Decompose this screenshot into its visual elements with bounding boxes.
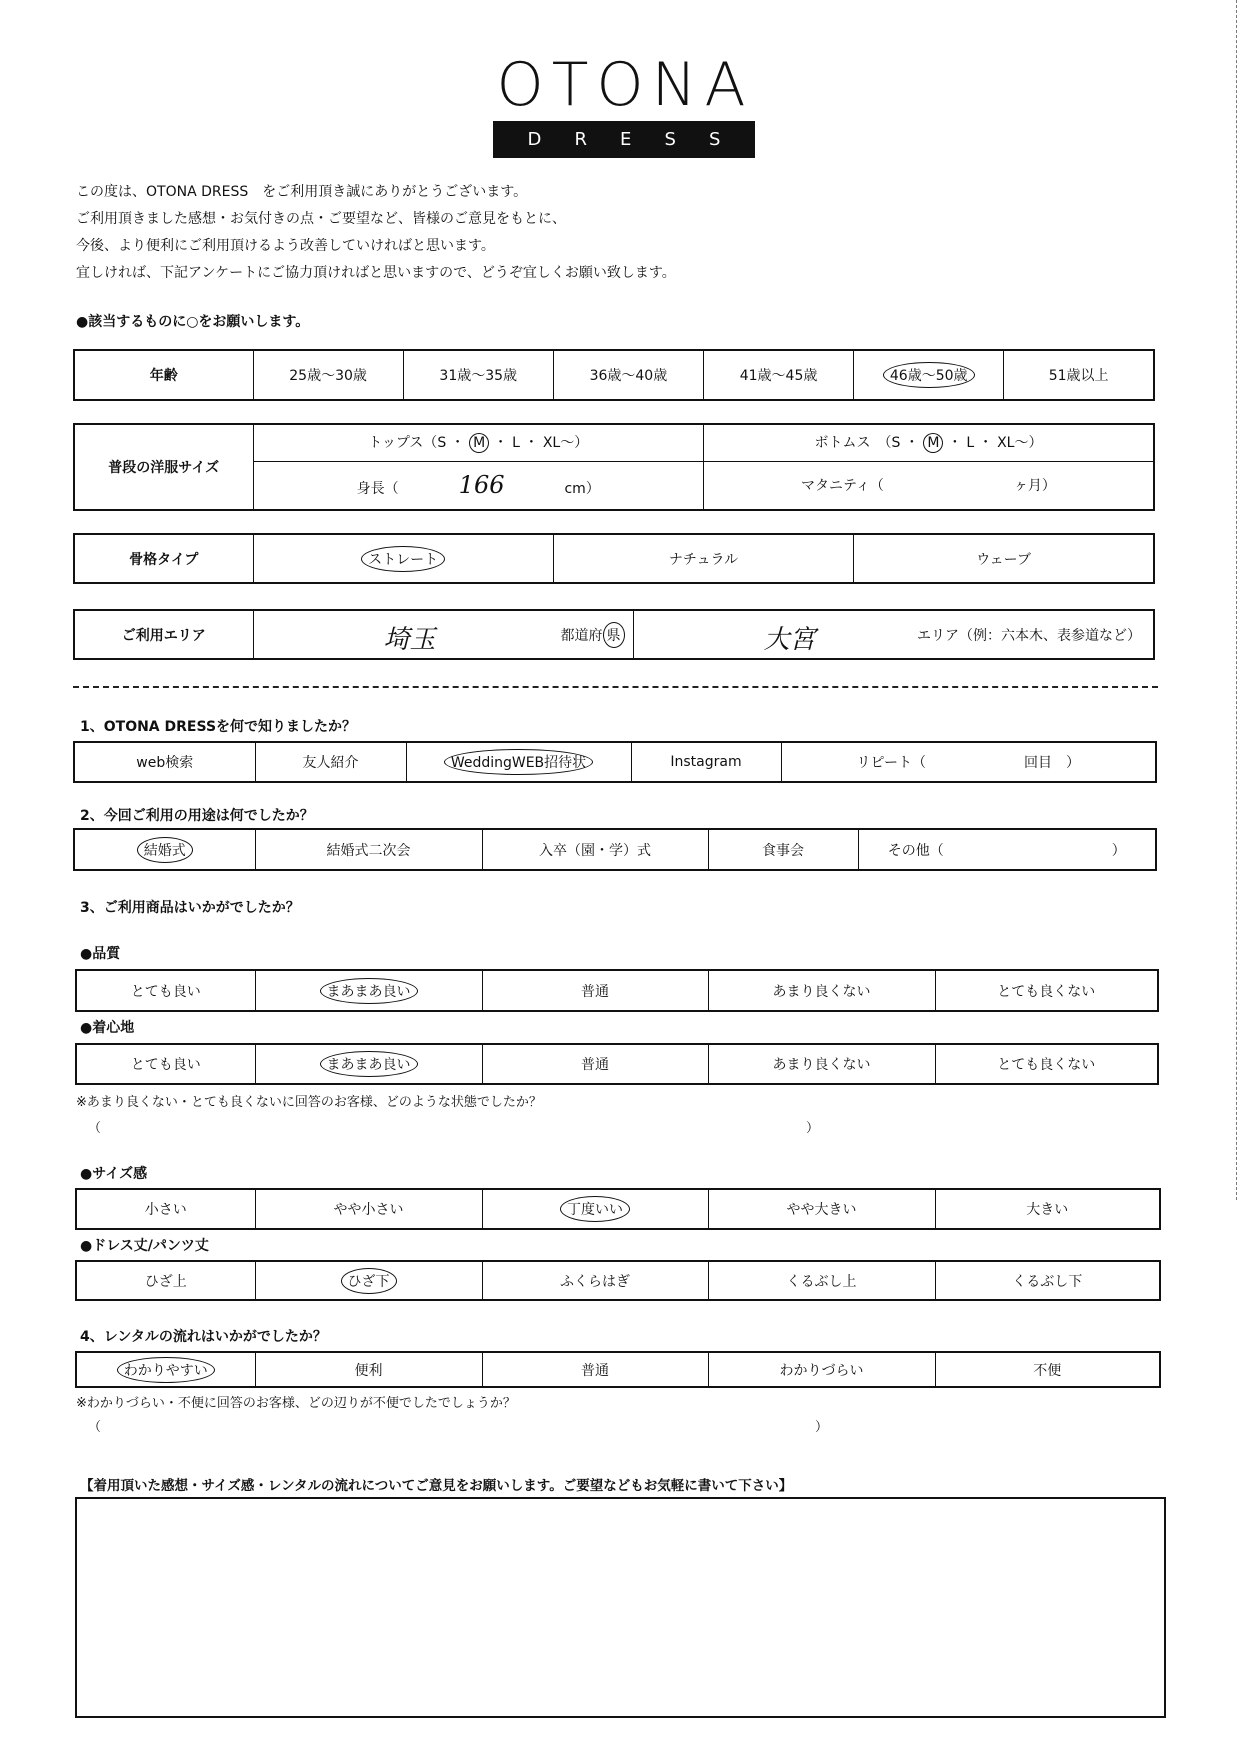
- comfort-option[interactable]: [935, 1044, 1158, 1084]
- comment-box[interactable]: [75, 1497, 1166, 1718]
- option-label: 普通: [581, 1362, 609, 1379]
- option-label: リピート（ 回目 ）: [856, 755, 1080, 771]
- height-label: 身長（: [356, 481, 399, 498]
- option-label: 25歳～30歳: [289, 368, 367, 384]
- q2-option[interactable]: [482, 829, 708, 870]
- size-table: [73, 423, 1155, 511]
- option-label: わかりづらい: [779, 1362, 864, 1379]
- option-label: 小さい: [144, 1202, 187, 1218]
- paren-open: （: [88, 1121, 102, 1136]
- skeleton-option[interactable]: [854, 534, 1154, 583]
- option-label: 41歳～45歳: [739, 368, 818, 384]
- option-label: 友人紹介: [302, 755, 359, 771]
- intro-line: 宜しければ、下記アンケートにご協力頂ければと思いますので、どうぞ宜しくお願い致します。: [76, 265, 676, 281]
- logo-letter: S: [708, 129, 721, 150]
- skeleton-option[interactable]: [253, 534, 553, 583]
- paren-close: ）: [815, 1420, 829, 1435]
- logo-dress: [493, 121, 755, 158]
- bottoms-size-field[interactable]: [704, 424, 1155, 461]
- skeleton-table: [73, 533, 1155, 584]
- prefecture-value: 埼玉: [383, 625, 436, 655]
- logo-otona: OTONA: [496, 50, 754, 120]
- fit-option[interactable]: [708, 1189, 935, 1229]
- option-label: その他（ ）: [887, 842, 1126, 859]
- quality-table: [75, 969, 1159, 1012]
- area-field[interactable]: [633, 610, 1154, 659]
- age-option[interactable]: [553, 350, 703, 400]
- maternity-field[interactable]: [704, 461, 1155, 510]
- q1-option[interactable]: [631, 742, 781, 782]
- comfort-option[interactable]: [482, 1044, 708, 1084]
- option-label: 普通: [581, 983, 609, 1000]
- option-label: Instagram: [670, 754, 742, 770]
- age-option[interactable]: [1004, 350, 1154, 400]
- maternity-label: マタニティ（: [801, 478, 884, 495]
- fit-option[interactable]: [255, 1189, 482, 1229]
- fit-option[interactable]: [482, 1189, 708, 1229]
- q2-table: [73, 828, 1157, 871]
- length-option[interactable]: [708, 1261, 935, 1300]
- separator: ・: [489, 435, 513, 452]
- length-label: ●ドレス丈/パンツ丈: [80, 1238, 209, 1254]
- q1-option[interactable]: [255, 742, 406, 782]
- area-label: ご利用エリア: [74, 610, 253, 659]
- option-label: あまり良くない: [772, 983, 871, 1000]
- skeleton-label: 骨格タイプ: [74, 534, 253, 583]
- option-label: ひざ上: [144, 1273, 187, 1290]
- q2-option[interactable]: [255, 829, 482, 870]
- tops-label: トップス（: [368, 435, 438, 452]
- q2-option[interactable]: [708, 829, 858, 870]
- option-label: とても良い: [130, 983, 201, 1000]
- option-label: ナチュラル: [668, 551, 739, 568]
- maternity-unit: ヶ月）: [1013, 478, 1056, 495]
- option-label: 31歳～35歳: [439, 368, 518, 384]
- size-option[interactable]: S: [891, 435, 901, 452]
- option-label: とても良くない: [997, 983, 1096, 1000]
- age-option[interactable]: [253, 350, 403, 400]
- age-option[interactable]: [854, 350, 1004, 400]
- option-label-circled: WeddingWEB招待状: [444, 749, 593, 775]
- logo-letter: R: [574, 129, 587, 150]
- option-label-circled: ひざ下: [341, 1268, 397, 1294]
- option-label: やや大きい: [786, 1202, 857, 1218]
- area-value: 大宮: [763, 625, 816, 655]
- fit-table: [75, 1188, 1161, 1230]
- q4-table: [75, 1351, 1161, 1388]
- size-label: 普段の洋服サイズ: [74, 424, 253, 510]
- option-label: 結婚式二次会: [326, 842, 411, 859]
- size-option[interactable]: M: [469, 433, 489, 453]
- close-paren: ）: [574, 435, 589, 452]
- option-label: やや小さい: [333, 1202, 404, 1218]
- q1-table: [73, 741, 1157, 783]
- q2-title: 2、今回ご利用の用途は何でしたか？: [80, 808, 314, 824]
- height-value: 166: [458, 471, 505, 500]
- option-label: とても良くない: [997, 1057, 1096, 1073]
- comfort-table: [75, 1043, 1159, 1085]
- option-label-circled: わかりやすい: [117, 1357, 215, 1383]
- q4-note: ※わかりづらい・不便に回答のお客様、どの辺りが不便でしたでしょうか？: [76, 1396, 516, 1411]
- size-option[interactable]: XL～: [542, 435, 575, 452]
- option-label: 入卒（園・学）式: [539, 842, 651, 859]
- instruction: ●該当するものに○をお願いします。: [76, 314, 310, 330]
- q4-option[interactable]: [708, 1352, 935, 1387]
- size-option[interactable]: L: [512, 435, 520, 452]
- option-label: 36歳～40歳: [589, 368, 668, 384]
- skeleton-option[interactable]: [553, 534, 853, 583]
- option-label: web検索: [136, 755, 194, 771]
- age-option[interactable]: [403, 350, 553, 400]
- tops-size-field[interactable]: [253, 424, 704, 461]
- option-label-circled: まあまあ良い: [320, 1051, 418, 1077]
- quality-option[interactable]: [935, 970, 1158, 1011]
- divider: [73, 686, 1158, 688]
- q1-option[interactable]: [74, 742, 255, 782]
- q4-option[interactable]: [255, 1352, 482, 1387]
- separator: ・: [943, 435, 967, 452]
- option-label-circled: ストレート: [361, 546, 445, 572]
- separator: ・: [519, 435, 543, 452]
- quality-option[interactable]: [76, 970, 255, 1011]
- comment-title: 【着用頂いた感想・サイズ感・レンタルの流れについてご意見をお願いします。ご要望などもお気軽に書いて下さい】: [80, 1478, 793, 1494]
- q4-title: 4、レンタルの流れはいかがでしたか？: [80, 1329, 327, 1345]
- length-table: [75, 1260, 1161, 1301]
- option-label: 大きい: [1026, 1202, 1069, 1218]
- quality-option[interactable]: [482, 970, 708, 1011]
- comfort-option[interactable]: [708, 1044, 935, 1084]
- option-label: 51歳以上: [1048, 368, 1109, 384]
- logo-letter: D: [527, 129, 542, 150]
- comfort-option[interactable]: [255, 1044, 482, 1084]
- age-option[interactable]: [703, 350, 853, 400]
- option-label: あまり良くない: [772, 1057, 871, 1073]
- paren-open: （: [88, 1420, 102, 1435]
- height-unit: cm）: [564, 481, 600, 498]
- q4-option[interactable]: [482, 1352, 708, 1387]
- option-label: くるぶし下: [1012, 1273, 1083, 1290]
- bottoms-label: ボトムス （: [814, 435, 892, 452]
- option-label-circled: 46歳～50歳: [883, 362, 975, 388]
- intro-line: 今後、より便利にご利用頂けるよう改善していければと思います。: [76, 238, 495, 254]
- option-label: 便利: [354, 1362, 383, 1379]
- intro-line: この度は、OTONA DRESS をご利用頂き誠にありがとうございます。: [76, 184, 528, 200]
- q1-title: 1、OTONA DRESSを何で知りましたか？: [80, 719, 357, 735]
- area-table: [73, 609, 1155, 660]
- height-field[interactable]: [253, 461, 704, 510]
- q3-note: ※あまり良くない・とても良くないに回答のお客様、どのような状態でしたか？: [76, 1095, 542, 1110]
- q4-option[interactable]: [76, 1352, 255, 1387]
- q1-option[interactable]: [406, 742, 631, 782]
- scan-edge: [1236, 0, 1237, 1200]
- logo-letter: E: [620, 129, 632, 150]
- q1-option[interactable]: [781, 742, 1156, 782]
- separator: ・: [446, 435, 470, 452]
- intro-line: ご利用頂きました感想・お気付きの点・ご要望など、皆様のご意見をもとに、: [76, 211, 566, 227]
- prefecture-label: 都道府: [560, 627, 603, 644]
- q3-title: 3、ご利用商品はいかがでしたか？: [80, 900, 300, 916]
- close-paren: ）: [1028, 435, 1043, 452]
- logo-letter: S: [664, 129, 676, 150]
- age-table: [73, 349, 1155, 401]
- separator: ・: [974, 435, 998, 452]
- separator: ・: [900, 435, 924, 452]
- option-label: 不便: [1033, 1362, 1062, 1379]
- length-option[interactable]: [76, 1261, 255, 1300]
- option-label: とても良い: [130, 1057, 201, 1073]
- comfort-option[interactable]: [76, 1044, 255, 1084]
- comfort-label: ●着心地: [80, 1020, 135, 1036]
- option-label: 普通: [581, 1057, 609, 1073]
- option-label-circled: 丁度いい: [560, 1196, 630, 1222]
- option-label: ふくらはぎ: [560, 1273, 630, 1290]
- fit-option[interactable]: [76, 1189, 255, 1229]
- q2-option[interactable]: [74, 829, 255, 870]
- length-option[interactable]: [935, 1261, 1160, 1300]
- fit-option[interactable]: [935, 1189, 1160, 1229]
- option-label: くるぶし上: [786, 1273, 857, 1290]
- option-label-circled: 結婚式: [137, 837, 193, 863]
- prefecture-field[interactable]: [253, 610, 633, 659]
- length-option[interactable]: [482, 1261, 708, 1300]
- paren-close: ）: [806, 1121, 820, 1136]
- size-option[interactable]: L: [966, 435, 975, 452]
- size-option[interactable]: M: [923, 433, 943, 453]
- area-example: エリア（例：六本木、表参道など）: [917, 627, 1141, 644]
- option-label-circled: まあまあ良い: [320, 978, 418, 1004]
- size-option[interactable]: XL～: [997, 435, 1029, 452]
- size-option[interactable]: S: [437, 435, 447, 452]
- prefecture-suffix-selected: 県: [603, 622, 625, 648]
- quality-option[interactable]: [708, 970, 935, 1011]
- age-label: 年齢: [74, 350, 253, 400]
- quality-option[interactable]: [255, 970, 482, 1011]
- fit-label: ●サイズ感: [80, 1166, 148, 1182]
- option-label: 食事会: [762, 842, 804, 859]
- q2-option[interactable]: [858, 829, 1156, 870]
- option-label: ウェーブ: [976, 551, 1031, 568]
- length-option[interactable]: [255, 1261, 482, 1300]
- quality-label: ●品質: [80, 946, 121, 962]
- q4-option[interactable]: [935, 1352, 1160, 1387]
